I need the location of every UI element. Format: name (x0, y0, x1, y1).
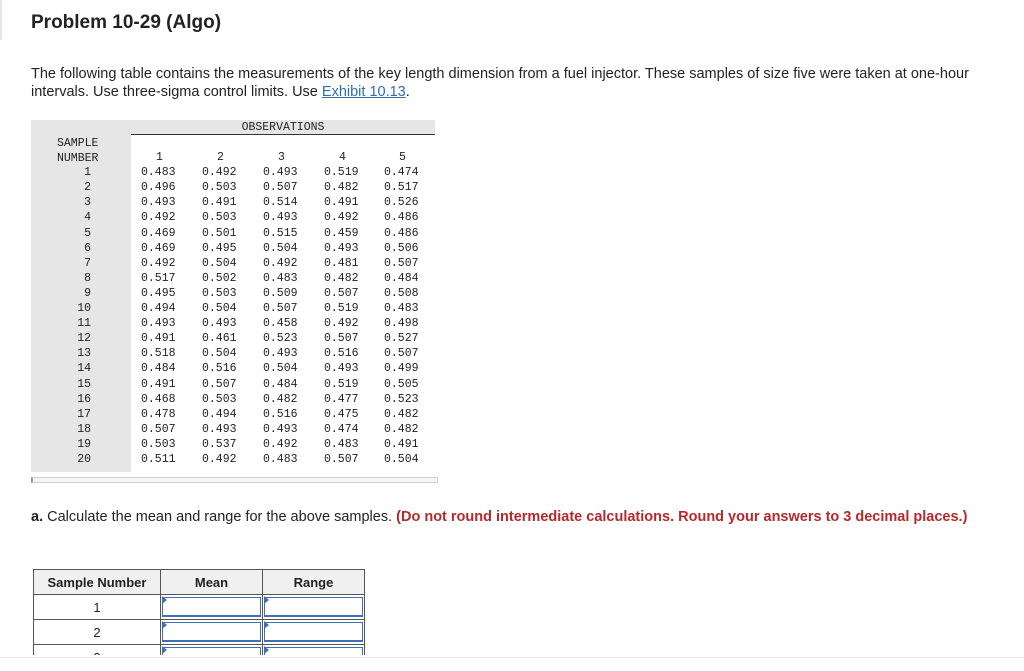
observation-value: 0.493 (263, 347, 298, 361)
sample-number: 17 (77, 407, 91, 421)
observations-header-rule (131, 134, 435, 135)
observation-value: 0.468 (141, 392, 176, 406)
observation-value: 0.507 (384, 256, 419, 270)
observation-value: 0.523 (263, 332, 298, 346)
observation-value: 0.514 (263, 196, 298, 210)
observation-value: 0.482 (324, 271, 359, 285)
sample-number: 4 (84, 211, 91, 225)
input-marker-icon (264, 596, 269, 604)
observation-value: 0.493 (263, 166, 298, 180)
observation-value: 0.492 (263, 256, 298, 270)
observation-value: 0.493 (324, 241, 359, 255)
intro-end: . (405, 84, 410, 100)
observation-value: 0.458 (263, 317, 298, 331)
left-edge-rule (0, 0, 2, 40)
observation-value: 0.474 (384, 166, 419, 180)
answer-row (34, 620, 365, 645)
observation-column-header: 3 (278, 151, 285, 164)
observation-value: 0.517 (384, 181, 419, 195)
observation-value: 0.503 (202, 181, 237, 195)
observation-value: 0.519 (324, 377, 359, 391)
observation-value: 0.505 (384, 377, 419, 391)
observation-value: 0.507 (263, 181, 298, 195)
header-mean: Mean (161, 570, 263, 595)
observation-value: 0.503 (141, 437, 176, 451)
observation-value: 0.482 (384, 422, 419, 436)
sample-number: 19 (77, 437, 91, 451)
observation-value: 0.516 (263, 407, 298, 421)
observation-value: 0.507 (324, 453, 359, 466)
observation-value: 0.482 (324, 181, 359, 195)
sample-number: 14 (77, 362, 91, 376)
observation-value: 0.491 (141, 332, 176, 346)
observation-value: 0.491 (202, 196, 237, 210)
observation-value: 0.495 (202, 241, 237, 255)
observation-value: 0.491 (384, 437, 419, 451)
observation-value: 0.492 (324, 211, 359, 225)
observation-value: 0.527 (384, 332, 419, 346)
header-range: Range (263, 570, 365, 595)
input-marker-icon (162, 646, 167, 654)
observation-value: 0.482 (384, 407, 419, 421)
observation-value: 0.484 (384, 271, 419, 285)
observation-value: 0.493 (263, 422, 298, 436)
observation-value: 0.492 (141, 211, 176, 225)
observation-value: 0.484 (141, 362, 176, 376)
observation-value: 0.493 (324, 362, 359, 376)
sample-number: 15 (77, 377, 91, 391)
observation-value: 0.508 (384, 286, 419, 300)
observation-value: 0.469 (141, 241, 176, 255)
observation-value: 0.496 (141, 181, 176, 195)
sample-number: 3 (84, 196, 91, 210)
observation-value: 0.493 (263, 211, 298, 225)
sample-number: 18 (77, 422, 91, 436)
observation-value: 0.494 (202, 407, 237, 421)
observation-value: 0.507 (324, 332, 359, 346)
observation-value: 0.506 (384, 241, 419, 255)
observation-value: 0.515 (263, 226, 298, 240)
observation-value: 0.507 (141, 422, 176, 436)
observation-value: 0.519 (324, 166, 359, 180)
observation-value: 0.486 (384, 226, 419, 240)
header-sample-number: Sample Number (34, 570, 161, 595)
observation-column-header: 2 (217, 151, 224, 164)
input-marker-icon (162, 596, 167, 604)
sample-number: 13 (77, 347, 91, 361)
observation-value: 0.517 (141, 271, 176, 285)
observation-value: 0.482 (263, 392, 298, 406)
observation-value: 0.459 (324, 226, 359, 240)
question-a-instruction: (Do not round intermediate calculations. Round your answers to 3 decimal places.) (396, 509, 968, 525)
observation-value: 0.504 (263, 362, 298, 376)
range-input-2[interactable] (264, 622, 363, 642)
input-marker-icon (162, 621, 167, 629)
sample-number: 6 (84, 241, 91, 255)
observations-table (31, 120, 435, 472)
observation-column-header: 4 (339, 151, 346, 164)
sample-number: 12 (77, 332, 91, 346)
observation-value: 0.537 (202, 437, 237, 451)
range-input-cell[interactable] (263, 595, 365, 620)
problem-intro (31, 65, 1006, 101)
intro-text: The following table contains the measurements of the key length dimension from a fuel injector. These samples of size five were taken at one-hour intervals. Use three-sigma control limits. Use (31, 66, 969, 100)
observation-value: 0.523 (384, 392, 419, 406)
observation-value: 0.504 (202, 302, 237, 315)
mean-input-cell[interactable] (161, 595, 263, 620)
observation-value: 0.493 (141, 196, 176, 210)
observation-value: 0.474 (324, 422, 359, 436)
observation-value: 0.507 (324, 286, 359, 300)
observation-value: 0.507 (202, 377, 237, 391)
observation-value: 0.483 (141, 166, 176, 180)
sample-label-line1: SAMPLE (57, 137, 99, 150)
question-a-text: Calculate the mean and range for the above samples. (47, 509, 393, 525)
observation-value: 0.503 (202, 286, 237, 300)
observation-value: 0.481 (324, 256, 359, 270)
sample-number: 8 (84, 271, 91, 285)
observation-value: 0.518 (141, 347, 176, 361)
observation-value: 0.492 (141, 256, 176, 270)
observation-value: 0.493 (202, 317, 237, 331)
observation-value: 0.492 (263, 437, 298, 451)
observation-value: 0.519 (324, 302, 359, 315)
exhibit-link[interactable]: Exhibit 10.13 (321, 84, 406, 100)
mean-input-cell[interactable] (161, 620, 263, 645)
observation-value: 0.484 (263, 377, 298, 391)
observation-value: 0.503 (202, 211, 237, 225)
observation-value: 0.507 (384, 347, 419, 361)
observation-value: 0.504 (384, 453, 419, 466)
answer-sample-number: 2 (34, 620, 161, 645)
input-marker-icon (264, 621, 269, 629)
mean-input-1[interactable] (162, 597, 261, 617)
sample-number: 9 (84, 286, 91, 300)
input-marker-icon (264, 646, 269, 654)
table-scroll-bar[interactable] (31, 477, 438, 483)
observation-value: 0.504 (202, 347, 237, 361)
observation-value: 0.483 (263, 271, 298, 285)
observation-value: 0.526 (384, 196, 419, 210)
observation-value: 0.483 (263, 453, 298, 466)
observation-value: 0.501 (202, 226, 237, 240)
observation-value: 0.492 (324, 317, 359, 331)
observation-value: 0.475 (324, 407, 359, 421)
sample-number: 5 (84, 226, 91, 240)
mean-input-2[interactable] (162, 622, 261, 642)
observation-value: 0.491 (324, 196, 359, 210)
observation-value: 0.494 (141, 302, 176, 315)
observation-value: 0.516 (324, 347, 359, 361)
observation-value: 0.507 (263, 302, 298, 315)
observation-value: 0.493 (141, 317, 176, 331)
observation-value: 0.483 (324, 437, 359, 451)
observations-header: OBSERVATIONS (241, 121, 325, 134)
answer-row (34, 595, 365, 620)
observation-value: 0.486 (384, 211, 419, 225)
question-a (31, 508, 991, 526)
sample-number: 2 (84, 181, 91, 195)
sample-label-line2: NUMBER (57, 152, 99, 165)
observation-value: 0.509 (263, 286, 298, 300)
observation-value: 0.516 (202, 362, 237, 376)
observation-value: 0.511 (141, 453, 176, 466)
problem-title: Problem 10-29 (Algo) (31, 12, 222, 33)
sample-number: 11 (77, 317, 91, 331)
observation-value: 0.504 (263, 241, 298, 255)
range-input-1[interactable] (264, 597, 363, 617)
observation-value: 0.469 (141, 226, 176, 240)
viewport-divider (0, 657, 1024, 658)
observation-value: 0.503 (202, 392, 237, 406)
question-a-label: a. (31, 509, 44, 525)
observation-value: 0.504 (202, 256, 237, 270)
observation-value: 0.493 (202, 422, 237, 436)
observation-value: 0.478 (141, 407, 176, 421)
observation-value: 0.498 (384, 317, 419, 331)
observation-value: 0.483 (384, 302, 419, 315)
observation-value: 0.499 (384, 362, 419, 376)
observation-value: 0.495 (141, 286, 176, 300)
answer-sample-number: 1 (34, 595, 161, 620)
observation-value: 0.477 (324, 392, 359, 406)
observation-value: 0.502 (202, 271, 237, 285)
observation-column-header: 1 (156, 151, 163, 164)
observation-value: 0.461 (202, 332, 237, 346)
sample-number: 7 (84, 256, 91, 270)
observation-value: 0.492 (202, 453, 237, 466)
observation-column-header: 5 (399, 151, 406, 164)
range-input-cell[interactable] (263, 620, 365, 645)
observation-value: 0.492 (202, 166, 237, 180)
sample-number: 10 (77, 302, 91, 315)
observation-value: 0.491 (141, 377, 176, 391)
sample-number: 16 (77, 392, 91, 406)
sample-number: 20 (77, 453, 91, 466)
sample-number: 1 (84, 166, 91, 180)
